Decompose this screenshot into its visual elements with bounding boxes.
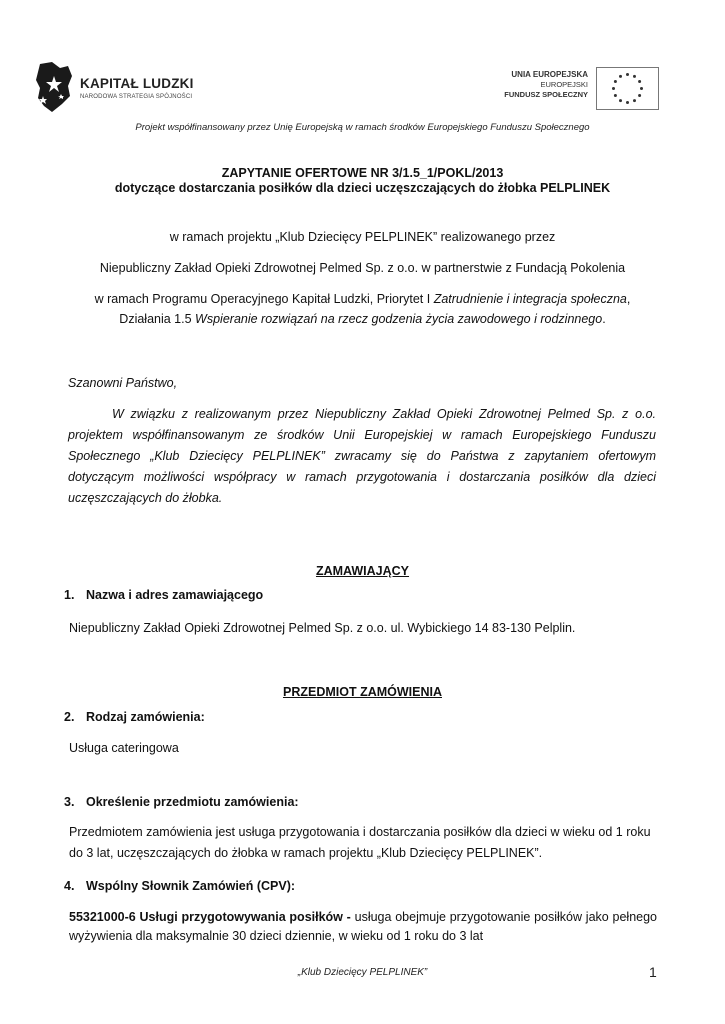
letter-paragraph: [68, 404, 656, 509]
item-4-text: [69, 908, 657, 946]
document-subtitle: dotyczące dostarczania posiłków dla dzieci uczęszczających do żłobka PELPLINEK: [114, 181, 611, 195]
section-przedmiot: PRZEDMIOT ZAMÓWIENIA: [282, 685, 442, 699]
intro-line-1: w ramach projektu „Klub Dziecięcy PELPLINEK” realizowanego przez: [169, 230, 556, 244]
item-2-text: Usługa cateringowa: [69, 741, 179, 755]
greeting: Szanowni Państwo,: [68, 376, 178, 390]
document-title: ZAPYTANIE OFERTOWE NR 3/1.5_1/POKL/2013: [221, 166, 504, 180]
eu-stars-icon: [597, 68, 658, 109]
item-3-heading-text: Określenie przedmiotu zamówienia:: [86, 795, 299, 809]
letter-paragraph-text: W związku z realizowanym przez Niepubliczny Zakład Opieki Zdrowotnej Pelmed Sp. z o.o. projektem współfinansowanym ze środków Unii Europejskiej w ramach Europejskiego Funduszu Społecznego „Klub Dziecięcy PELPLINEK” zwracamy się do Państwa z zapytaniem ofertowym dotyczącym możliwości współpracy w ramach przygotowania i dostarczania posiłków dla dzieci uczęszczających do żłobka.: [68, 407, 656, 505]
item-1-heading-text: Nazwa i adres zamawiającego: [86, 588, 264, 602]
section-zamawiajacy: ZAMAWIAJĄCY: [315, 564, 410, 578]
item-2-number: 2.: [64, 710, 75, 724]
item-1-number: 1.: [64, 588, 75, 602]
eu-flag: [596, 67, 659, 110]
item-3-number: 3.: [64, 795, 75, 809]
intro-line-3-italic: Zatrudnienie i integracja społeczna: [433, 292, 627, 306]
ue-line3: FUNDUSZ SPOŁECZNY: [504, 90, 588, 99]
kapital-ludzki-title: KAPITAŁ LUDZKI: [80, 76, 194, 91]
intro-line-3: [0, 292, 725, 306]
kapital-ludzki-logo: [34, 62, 204, 114]
poland-map-icon: [34, 62, 74, 114]
intro-line-3-suffix: ,: [626, 292, 631, 306]
projekt-note: Projekt współfinansowany przez Unię Europejską w ramach środków Europejskiego Funduszu Społecznego: [135, 122, 590, 133]
item-1-heading: [64, 588, 263, 602]
item-4-number: 4.: [64, 879, 75, 893]
item-4-cpv-code: 55321000-6 Usługi przygotowywania posiłków -: [69, 910, 351, 924]
intro-line-4-italic: Wspieranie rozwiązań na rzecz godzenia życia zawodowego i rodzinnego: [195, 312, 603, 326]
item-3-text: Przedmiotem zamówienia jest usługa przygotowania i dostarczania posiłków dla dzieci w wieku od 1 roku do 3 lat, uczęszczających do żłobka w ramach projektu „Klub Dziecięcy PELPLINEK”.: [69, 825, 651, 860]
item-2-heading: [64, 710, 205, 724]
item-2-heading-text: Rodzaj zamówienia:: [86, 710, 205, 724]
item-4-heading-text: Wspólny Słownik Zamówień (CPV):: [86, 879, 296, 893]
ue-logo-text: [460, 70, 588, 100]
ue-line2: EUROPEJSKI: [540, 80, 588, 89]
item-3-heading: [64, 795, 299, 809]
item-4-heading: [64, 879, 295, 893]
page-number: 1: [649, 964, 657, 980]
intro-line-4-suffix: .: [602, 312, 606, 326]
intro-line-2: Niepubliczny Zakład Opieki Zdrowotnej Pelmed Sp. z o.o. w partnerstwie z Fundacją Pokolenia: [99, 261, 626, 275]
intro-line-4-prefix: Działania 1.5: [119, 312, 196, 326]
item-1-text: Niepubliczny Zakład Opieki Zdrowotnej Pelmed Sp. z o.o. ul. Wybickiego 14 83-130 Pelplin.: [69, 621, 576, 635]
intro-line-3-prefix: w ramach Programu Operacyjnego Kapitał Ludzki, Priorytet I: [94, 292, 434, 306]
footer-label: „Klub Dziecięcy PELPLINEK”: [297, 967, 428, 978]
intro-line-4: [0, 312, 725, 326]
kapital-ludzki-subtitle: NARODOWA STRATEGIA SPÓJNOŚCI: [80, 94, 193, 100]
item-4-description: usługa obejmuje przygotowanie posiłków jako pełnego wyżywienia dla maksymalnie 30 dzieci dziennie, w wieku od 1 roku do 3 lat: [69, 910, 658, 943]
ue-line1: UNIA EUROPEJSKA: [511, 70, 588, 79]
